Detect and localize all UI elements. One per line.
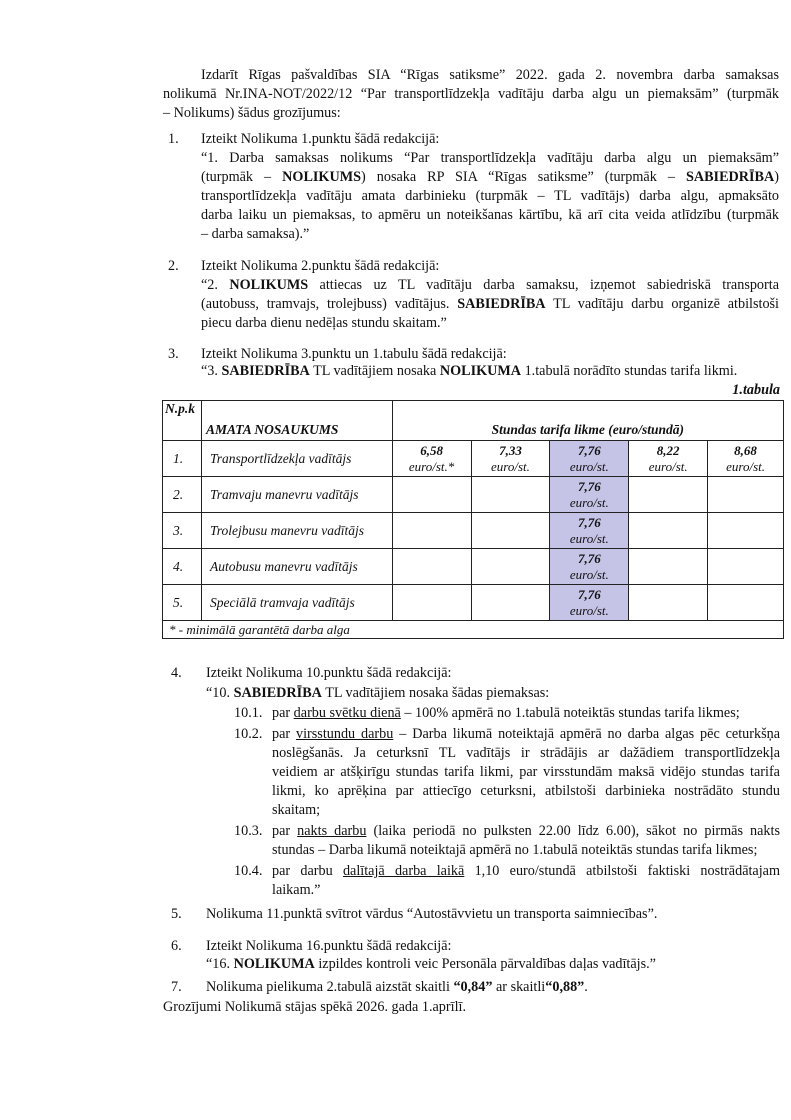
row-number: 4. [163, 549, 202, 585]
rate-cell-highlighted: 7,76 euro/st. [550, 513, 629, 549]
item1-title: Izteikt Nolikuma 1.punktu šādā redakcijā: [201, 131, 440, 147]
item7-number: 7. [171, 979, 182, 995]
item5-number: 5. [171, 906, 182, 922]
item2-title: Izteikt Nolikuma 2.punktu šādā redakcijā: [201, 258, 440, 274]
item4-sub2-line-1: par virsstundu darbu – Darba likumā noteiktajā apmērā no darba algas pēc ceturkšņa [272, 726, 780, 742]
item3-number: 3. [168, 346, 179, 362]
row-title: Transportlīdzekļa vadītājs [201, 441, 392, 477]
row-title: Autobusu manevru vadītājs [201, 549, 392, 585]
header-rate: Stundas tarifa likme (euro/stundā) [392, 401, 783, 441]
rate-cell: 8,68 euro/st. [708, 441, 784, 477]
item1-number: 1. [168, 131, 179, 147]
item1-line-2: (turpmāk – NOLIKUMS) nosaka RP SIA “Rīgas satiksme” (turpmāk – SABIEDRĪBA) [201, 169, 779, 185]
item1-line-5: – darba samaksa).” [201, 226, 310, 242]
item7-text: Nolikuma pielikuma 2.tabulā aizstāt skaitli “0,84” ar skaitli“0,88”. [206, 979, 588, 995]
table-footnote: * - minimālā garantētā darba alga [163, 621, 784, 639]
row-number: 1. [163, 441, 202, 477]
table-row [163, 477, 784, 513]
table-row [163, 549, 784, 585]
rate-table [162, 400, 784, 639]
item4-sub2-number: 10.2. [234, 726, 263, 742]
row-title: Trolejbusu manevru vadītājs [201, 513, 392, 549]
item4-sub2-line-2: noslēgšanās. Ja ceturksnī TL vadītājs ir strādājis ar dažādiem transportlīdzekļa [272, 745, 780, 761]
item3-line-1: “3. SABIEDRĪBA TL vadītājiem nosaka NOLIKUMA 1.tabulā norādīto stundas tarifa likmi. [201, 363, 738, 379]
item4-number: 4. [171, 665, 182, 681]
closing-text: Grozījumi Nolikumā stājas spēkā 2026. gada 1.aprīlī. [163, 999, 466, 1015]
item2-line-1: “2. NOLIKUMS attiecas uz TL vadītāju darba samaksu, izņemot sabiedriskā transporta [201, 277, 779, 293]
item4-sub3-number: 10.3. [234, 823, 263, 839]
item5-text: Nolikuma 11.punktā svītrot vārdus “Autostāvvietu un transporta saimniecības”. [206, 906, 658, 922]
item4-sub2-line-4: likmi, ko aprēķina par attiecīgo ceturksni, atbilstoši darbinieka nostrādāto stundu [272, 783, 780, 799]
item4-sub4-number: 10.4. [234, 863, 263, 879]
item4-sub1-number: 10.1. [234, 705, 263, 721]
item3-title: Izteikt Nolikuma 3.punktu un 1.tabulu šādā redakcijā: [201, 346, 507, 362]
rate-cell: 7,33 euro/st. [471, 441, 550, 477]
table-row [163, 513, 784, 549]
item1-line-3: transportlīdzekļa vadītāju amata darbinieku (turpmāk – TL vadītājs) darba algu, apmaksāto [201, 188, 779, 204]
item4-sub4-line-1: par darbu dalītajā darba laikā 1,10 euro/stundā atbilstoši faktiski nostrādātajam [272, 863, 781, 879]
rate-cell-highlighted: 7,76 euro/st. [550, 477, 629, 513]
intro-line-1: Izdarīt Rīgas pašvaldības SIA “Rīgas satiksme” 2022. gada 2. novembra darba samaksas [201, 67, 779, 83]
item6-line-1: “16. NOLIKUMA izpildes kontroli veic Personāla pārvaldības daļas vadītājs.” [206, 956, 656, 972]
item1-line-1: “1. Darba samaksas nolikums “Par transportlīdzekļa vadītāju darba algu un piemaksām” [201, 150, 779, 166]
intro-line-2: nolikumā Nr.INA-NOT/2022/12 “Par transportlīdzekļa vadītāju darba algu un piemaksām” (turpmāk [163, 86, 779, 102]
item4-sub2-line-5: skaitam; [272, 802, 321, 818]
item4-line-1: “10. SABIEDRĪBA TL vadītājiem nosaka šādas piemaksas: [206, 685, 550, 701]
item6-number: 6. [171, 938, 182, 954]
item4-sub4-line-2: laikam.” [272, 882, 321, 898]
item1-line-4: darba laiku un piemaksas, to apmēru un noteikšanas kārtību, kā arī cita veida atlīdzību (turpmāk [201, 207, 779, 223]
item4-title: Izteikt Nolikuma 10.punktu šādā redakcijā: [206, 665, 452, 681]
row-number: 2. [163, 477, 202, 513]
rate-cell-highlighted: 7,76 euro/st. [550, 441, 629, 477]
table-row [163, 585, 784, 621]
table-row [163, 441, 784, 477]
item2-line-2: (autobuss, tramvajs, trolejbuss) vadītājus. SABIEDRĪBA TL vadītāju darbu organizē atbilstoši [201, 296, 779, 312]
row-number: 5. [163, 585, 202, 621]
row-title: Speciālā tramvaja vadītājs [201, 585, 392, 621]
item6-title: Izteikt Nolikuma 16.punktu šādā redakcijā: [206, 938, 452, 954]
rate-cell-highlighted: 7,76 euro/st. [550, 585, 629, 621]
intro-line-3: – Nolikums) šādus grozījumus: [163, 105, 341, 121]
row-number: 3. [163, 513, 202, 549]
item4-sub3-line-2: stundas – Darba likumā noteiktajā apmērā no 1.tabulā noteiktās stundas tarifa likmes; [272, 842, 758, 858]
header-np: N.p.k [163, 401, 202, 441]
row-title: Tramvaju manevru vadītājs [201, 477, 392, 513]
rate-cell: 8,22 euro/st. [629, 441, 708, 477]
table-caption: 1.tabula [732, 382, 780, 398]
item2-line-3: piecu darba dienu nedēļas stundu skaitam.” [201, 315, 447, 331]
rate-cell-highlighted: 7,76 euro/st. [550, 549, 629, 585]
item4-sub2-line-3: veidiem ar atšķirīgu stundas tarifa likmi, par virsstundām maksā vidējo stundas tarifa [272, 764, 780, 780]
item4-sub3-line-1: par nakts darbu (laika periodā no pulksten 22.00 līdz 6.00), sākot no pirmās nakts [272, 823, 780, 839]
rate-cell: 6,58 euro/st.* [392, 441, 471, 477]
item4-sub1-text: par darbu svētku dienā – 100% apmērā no 1.tabulā noteiktās stundas tarifa likmes; [272, 705, 740, 721]
item2-number: 2. [168, 258, 179, 274]
header-title: AMATA NOSAUKUMS [201, 401, 392, 441]
